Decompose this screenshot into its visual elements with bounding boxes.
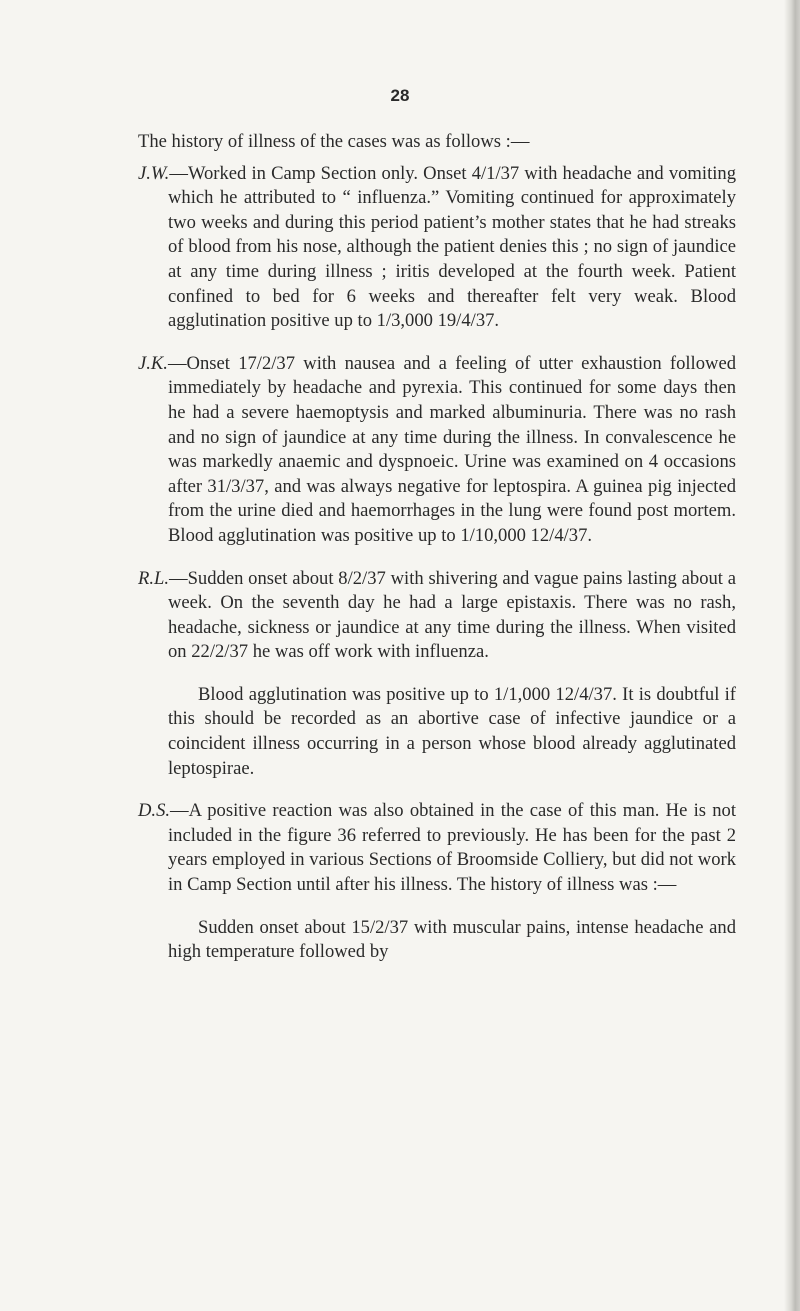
intro-line: The history of illness of the cases was as follows :— xyxy=(138,131,530,152)
document-body xyxy=(138,130,736,983)
case-ds xyxy=(138,799,736,897)
case-rl xyxy=(138,567,736,665)
page-edge-shadow xyxy=(784,0,800,1311)
case-ds-continuation: Sudden onset about 15/2/37 with muscular pains, intense headache and high temperature followed by xyxy=(168,916,736,963)
case-initials: J.W. xyxy=(138,162,170,184)
case-initials: D.S. xyxy=(138,800,171,822)
case-text: —Worked in Camp Section only. Onset 4/1/37 with headache and vomiting which he attributed to “ influenza.” Vomiting continued for approximately two weeks and during this period patient’s mother states that he had streaks of blood from his nose, although the patient denies this ; no sign of jaundice at any time during illness ; iritis developed at the fourth week. Patient confined to bed for 6 weeks and thereafter felt very weak. Blood agglutination positive up to 1/3,000 19/4/37. xyxy=(168,162,736,332)
case-rl-continuation: Blood agglutination was positive up to 1/1,000 12/4/37. It is doubtful if this should be recorded as an abortive case of infective jaundice or a coincident illness occurring in a person whose blood already agglutinated leptospirae. xyxy=(168,683,736,779)
case-text: —Sudden onset about 8/2/37 with shivering and vague pains lasting about a week. On the seventh day he had a large epistaxis. There was no rash, headache, sickness or jaundice at any time during the illness. When visited on 22/2/37 he was off work with influenza. xyxy=(168,567,736,663)
case-text: —Onset 17/2/37 with nausea and a feeling of utter exhaustion followed immediately by headache and pyrexia. This continued for some days then he had a severe haemoptysis and marked albuminuria. There was no rash and no sign of jaundice at any time during the illness. In convalescence he was markedly anaemic and dyspnoeic. Urine was examined on 4 occasions after 31/3/37, and was always negative for leptospira. A guinea pig injected from the urine died and haemorrhages in the lung were found post mortem. Blood agglutination was positive up to 1/10,000 12/4/37. xyxy=(167,352,736,546)
case-jk xyxy=(138,352,736,549)
case-initials: R.L. xyxy=(138,567,169,589)
case-text: —A positive reaction was also obtained in the case of this man. He is not included in the figure 36 referred to previously. He has been for the past 2 years employed in various Sections of Broomside Colliery, but did not work in Camp Section until after his illness. The history of illness was :— xyxy=(168,800,736,896)
case-initials: J.K. xyxy=(138,352,168,374)
page-number: 28 xyxy=(390,86,410,105)
case-jw xyxy=(138,162,736,334)
